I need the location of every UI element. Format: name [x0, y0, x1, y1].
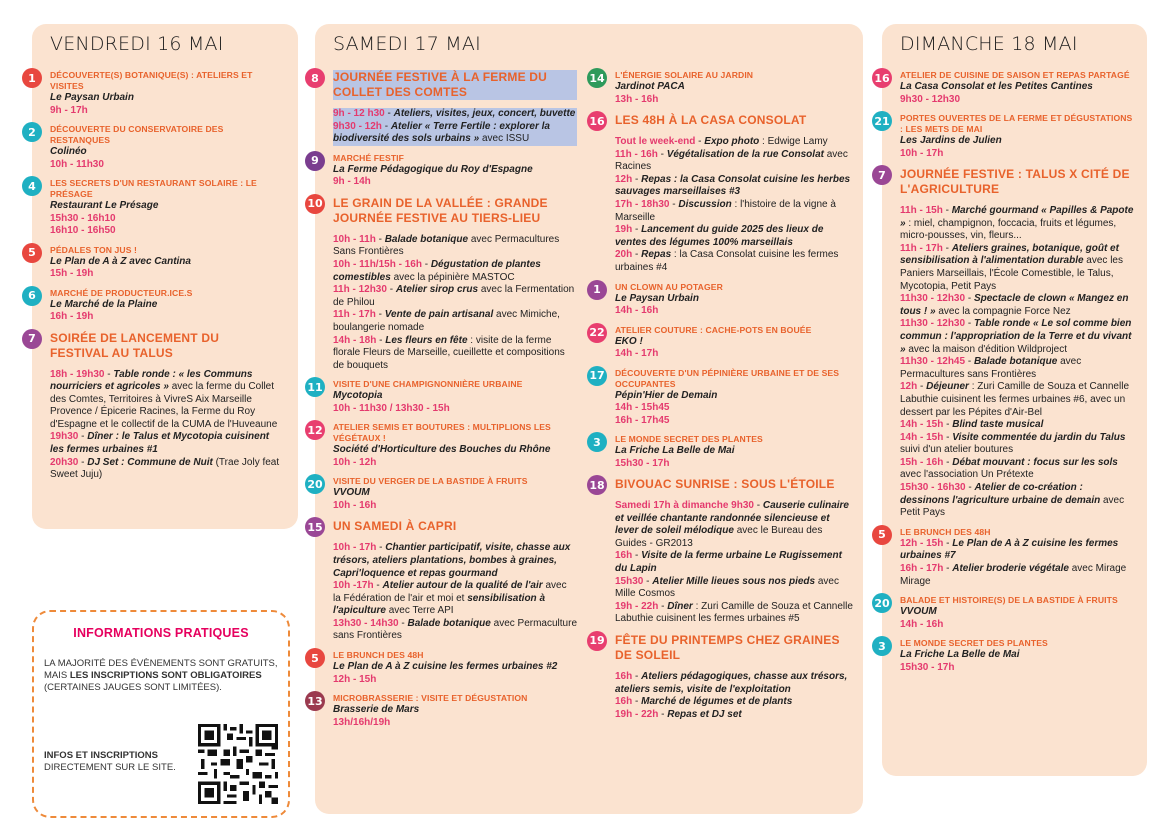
event-schedule: [333, 108, 577, 146]
event-sat-9: [311, 152, 577, 189]
event-hours: 9h30 - 12h30: [900, 93, 961, 105]
event-sat-13: [307, 693, 577, 729]
day-title-saturday: SAMEDI 17 MAI: [333, 33, 481, 55]
schedule-line: 18h - 19h30 - Table ronde : « les Communs nourriciers et agricoles » avec la ferme du Collet des Comtes, Territoires à VivreS Aix Marseille Provence / Épicerie Racines, la Ferme du Roy d'Espagne et le collectif de la CUMA de l'Huveaune: [50, 368, 278, 430]
schedule-line: 11h30 - 12h30 - Table ronde « Le sol comme bien commun : l'appropriation de la Terre et du vivant » avec la maison d'édition Wildproject: [900, 318, 1132, 355]
event-hours: 15h30 - 17h: [900, 661, 955, 673]
event-title: DÉCOUVERTE(S) BOTANIQUE(S) : ATELIERS ET VISITES: [50, 70, 253, 91]
schedule-line: 15h - 16h - Débat mouvant : focus sur les sols avec l'association Un Prétexte: [900, 456, 1118, 481]
schedule-line: 10h - 17h - Chantier participatif, visite, chasse aux trésors, ateliers plantations, bombes à graines, Capri'loquence et repas gourmand: [333, 542, 571, 579]
event-title: DÉCOUVERTE DU CONSERVATOIRE DES RESTANQUES: [50, 124, 224, 145]
event-number-badge: 19: [587, 631, 607, 651]
event-number-badge: 10: [305, 194, 325, 214]
event-schedule: [615, 500, 855, 626]
event-sat-14: [589, 70, 855, 106]
event-sat-15: [307, 519, 578, 643]
event-schedule: [900, 205, 1134, 520]
event-number-badge: 21: [872, 111, 892, 131]
event-organizer: La Friche La Belle de Mai: [615, 445, 735, 457]
event-title: MARCHÉ FESTIF: [333, 152, 405, 163]
event-sun-5: [878, 526, 1134, 588]
event-hours: 15h - 19h: [50, 268, 94, 279]
event-organizer: Le Plan de A à Z cuisine les fermes urbaines #2: [333, 661, 558, 673]
event-fri-5: [28, 244, 280, 281]
event-hours: 15h30 - 16h10: [50, 212, 116, 224]
event-organizer: Le Paysan Urbain: [50, 92, 134, 103]
schedule-line: Samedi 17h à dimanche 9h30 - Causerie culinaire et veillée chantante randonnée silencieuse et lever de soleil mélodique avec le Bureau des Guides - GR2013: [615, 500, 849, 549]
event-sat-11: [307, 379, 577, 415]
event-sat-19: [589, 632, 855, 721]
event-title: LE MONDE SECRET DES PLANTES: [615, 434, 763, 445]
day-title-friday: VENDREDI 16 MAI: [50, 33, 224, 55]
event-organizer: Colinéo: [50, 146, 87, 157]
event-hours: 12h - 15h: [333, 673, 377, 685]
event-fri-4: [28, 178, 280, 238]
qr-code-icon[interactable]: [198, 724, 278, 804]
event-sat-20: [307, 476, 577, 512]
schedule-line: 15h30 - 16h30 - Atelier de co-création : dessinons l'agriculture urbaine de demain avec Petit Pays: [900, 482, 1125, 519]
schedule-line: 12h - 15h - Le Plan de A à Z cuisine les fermes urbaines #7: [900, 537, 1119, 562]
event-title: LE MONDE SECRET DES PLANTES: [900, 638, 1048, 649]
event-organizer: EKO !: [615, 335, 643, 347]
info-text: LA MAJORITÉ DES ÉVÈNEMENTS SONT GRATUITS, MAIS LES INSCRIPTIONS SONT OBLIGATOIRES (CERTAINES JAUGES SONT LIMITÉES).: [44, 658, 278, 693]
event-hours: 16h10 - 16h50: [50, 225, 116, 236]
info-registration-text: INFOS ET INSCRIPTIONS DIRECTEMENT SUR LE SITE.: [44, 750, 176, 773]
practical-info-box: [32, 610, 290, 818]
schedule-line: 19h - 22h - Repas et DJ set: [615, 708, 742, 720]
event-hours: 16h - 19h: [50, 311, 94, 322]
saturday-right-events: [589, 70, 855, 728]
event-organizer: VVOUM: [333, 487, 370, 499]
event-sun-21: [874, 113, 1134, 160]
event-hours: 10h - 12h: [333, 456, 377, 468]
event-title: JOURNÉE FESTIVE : TALUS X CITÉ DE L'AGRICULTURE: [900, 167, 1130, 196]
event-number-badge: 11: [305, 377, 325, 397]
event-number-badge: 5: [872, 525, 892, 545]
event-number-badge: 12: [305, 420, 325, 440]
schedule-line: 9h - 12 h30 - Ateliers, visites, jeux, concert, buvette: [333, 108, 576, 119]
event-fri-7: [28, 330, 280, 482]
event-fri-6: [28, 287, 280, 324]
event-organizer: La Casa Consolat et les Petites Cantines: [900, 81, 1093, 92]
event-title: PÉDALES TON JUS !: [50, 244, 138, 255]
schedule-line: 13h30 - 14h30 - Balade botanique avec Permaculture sans Frontières: [333, 617, 578, 642]
event-sun-3: [878, 638, 1134, 674]
event-hours: 10h - 11h30 / 13h30 - 15h: [333, 402, 450, 414]
schedule-line: 15h30 - Atelier Mille lieues sous nos pieds avec Mille Cosmos: [615, 575, 839, 600]
event-title: L'ÉNERGIE SOLAIRE AU JARDIN: [615, 70, 754, 80]
event-hours: 10h - 11h30: [50, 158, 104, 170]
event-title: FÊTE DU PRINTEMPS CHEZ GRAINES DE SOLEIL: [615, 632, 840, 662]
event-number-badge: 7: [22, 329, 42, 349]
column-friday: [28, 24, 298, 529]
event-number-badge: 8: [305, 68, 325, 88]
event-title: LE GRAIN DE LA VALLÉE : GRANDE JOURNÉE FESTIVE AU TIERS-LIEU: [333, 195, 548, 225]
event-number-badge: 16: [587, 111, 607, 131]
event-sat-12: [307, 422, 577, 469]
event-organizer: Le Marché de la Plaine: [50, 298, 158, 310]
event-number-badge: 16: [872, 68, 892, 88]
event-hours: 14h - 16h: [900, 618, 944, 630]
schedule-line: 19h - 22h - Dîner : Zuri Camille de Souza et Cannelle Labuthie cuisinent les fermes urbaines #5: [615, 600, 853, 625]
event-title: LE BRUNCH DES 48H: [900, 526, 991, 537]
friday-events: [28, 70, 280, 489]
schedule-line: 11h - 12h30 - Atelier sirop crus avec la Fermentation de Philou: [333, 284, 575, 308]
event-schedule: [900, 538, 1134, 588]
column-saturday: [307, 24, 863, 814]
event-organizer: Société d'Horticulture des Bouches du Rhône: [333, 444, 551, 456]
event-number-badge: 20: [305, 474, 325, 494]
event-organizer: La Ferme Pédagogique du Roy d'Espagne: [333, 163, 533, 175]
saturday-left-events: [307, 70, 578, 736]
event-title: BALADE ET HISTOIRE(S) DE LA BASTIDE À FRUITS: [900, 595, 1118, 606]
schedule-line: 14h - 18h - Les fleurs en fête : visite de la ferme florale Fleurs de Marseille, cueillette et compositions de bouquets: [333, 334, 565, 371]
event-hours: 13h - 16h: [615, 93, 659, 105]
event-schedule: [615, 671, 855, 721]
event-organizer: Les Jardins de Julien: [900, 135, 1002, 146]
event-organizer: Le Paysan Urbain: [615, 292, 699, 304]
event-sat-3: [593, 434, 855, 470]
schedule-line: 20h30 - DJ Set : Commune de Nuit (Trae Joly feat Sweet Juju): [50, 456, 280, 481]
event-number-badge: 2: [22, 122, 42, 142]
event-number-badge: 14: [587, 68, 607, 88]
event-title: ATELIER DE CUISINE DE SAISON ET REPAS PARTAGÉ: [900, 70, 1130, 80]
event-sat-22: [589, 324, 855, 361]
schedule-line: 11h - 15h - Marché gourmand « Papilles & Papote » : miel, champignon, foccacia, fruits et légumes, micro-pousses, vin, fleurs...: [900, 205, 1134, 242]
event-hours: 14h - 16h: [615, 305, 659, 317]
schedule-line: 16h - Visite de la ferme urbaine Le Rugissement du Lapin: [615, 550, 842, 574]
event-hours: 14h - 15h45: [615, 402, 670, 414]
schedule-line: 11h - 16h - Végétalisation de la rue Consolat avec Racines: [615, 148, 848, 173]
event-sun-20: [874, 595, 1134, 631]
event-organizer: Le Plan de A à Z avec Cantina: [50, 255, 191, 267]
event-hours: 15h30 - 17h: [615, 457, 670, 469]
event-number-badge: 9: [305, 151, 325, 171]
event-number-badge: 18: [587, 475, 607, 495]
event-fri-2: [28, 124, 280, 171]
schedule-line: 11h - 17h - Ateliers graines, botanique, goût et sensibilisation à l'alimentation durable avec les Paniers Marseillais, l'École Comestible, le Talus, Mycotopia, Petit Pays: [900, 242, 1123, 292]
schedule-line: 16h - 17h - Atelier broderie végétale avec Mirage Mirage: [900, 563, 1127, 587]
event-hours: 10h - 16h: [333, 499, 377, 511]
sunday-events: [874, 70, 1134, 681]
event-number-badge: 5: [22, 243, 42, 263]
event-schedule: [333, 542, 577, 643]
event-schedule: [615, 136, 855, 275]
event-sun-7: [878, 167, 1134, 520]
event-hours: 10h - 17h: [900, 147, 944, 159]
event-title: LES SECRETS D'UN RESTAURANT SOLAIRE : LE PRÉSAGE: [50, 178, 257, 199]
schedule-line: 16h - Marché de légumes et de plants: [615, 696, 793, 708]
event-hours: 16h - 17h45: [615, 414, 670, 426]
event-title: MARCHÉ DE PRODUCTEUR.ICE.S: [50, 287, 193, 298]
schedule-line: 14h - 15h - Visite commentée du jardin du Talus suivi d'un atelier boutures: [900, 431, 1126, 456]
event-title: LES 48H À LA CASA CONSOLAT: [615, 113, 807, 127]
schedule-line: 10h - 11h/15h - 16h - Dégustation de plantes comestibles avec la pépinière MASTOC: [333, 258, 541, 283]
schedule-line: 12h - Repas : la Casa Consolat cuisine les herbes sauvages marseillaises #3: [615, 173, 851, 198]
event-fri-1: [28, 70, 280, 117]
event-number-badge: 20: [872, 593, 892, 613]
event-organizer: La Friche La Belle de Mai: [900, 649, 1020, 661]
event-title: SOIRÉE DE LANCEMENT DU FESTIVAL AU TALUS: [50, 330, 220, 360]
event-number-badge: 15: [305, 517, 325, 537]
event-title: ATELIER COUTURE : CACHE-POTS EN BOUÉE: [615, 324, 812, 335]
schedule-line: 19h - Lancement du guide 2025 des lieux de ventes des légumes 100% marseillais: [615, 224, 824, 248]
event-number-badge: 17: [587, 366, 607, 386]
event-number-badge: 22: [587, 323, 607, 343]
event-title: JOURNÉE FESTIVE À LA FERME DU COLLET DES COMTES: [333, 70, 577, 100]
event-title: VISITE D'UNE CHAMPIGNONNIÈRE URBAINE: [333, 379, 523, 390]
event-hours: 9h - 17h: [50, 104, 88, 116]
schedule-line: 10h -17h - Atelier autour de la qualité de l'air avec la Fédération de l'air et moi et sensibilisation à l'apiculture avec Terre API: [333, 580, 567, 617]
event-hours: 13h/16h/19h: [333, 716, 391, 728]
event-number-badge: 13: [305, 691, 325, 711]
event-sat-10: [307, 195, 577, 373]
event-organizer: Brasserie de Mars: [333, 704, 420, 716]
event-title: PORTES OUVERTES DE LA FERME ET DÉGUSTATIONS : LES METS DE MAI: [900, 113, 1133, 134]
event-number-badge: 4: [22, 176, 42, 196]
event-organizer: VVOUM: [900, 606, 937, 618]
event-sat-5: [311, 650, 577, 686]
event-title: MICROBRASSERIE : VISITE ET DÉGUSTATION: [333, 693, 528, 704]
schedule-line: 9h30 - 12h - Atelier « Terre Fertile : explorer la biodiversité des sols urbains » avec ISSU: [333, 121, 577, 146]
event-sat-8: [311, 70, 577, 146]
event-number-badge: 5: [305, 648, 325, 668]
event-number-badge: 1: [587, 280, 607, 300]
schedule-line: Tout le week-end - Expo photo : Edwige Lamy: [615, 136, 828, 147]
event-organizer: Jardinot PACA: [615, 81, 685, 92]
event-title: VISITE DU VERGER DE LA BASTIDE À FRUITS: [333, 476, 528, 487]
schedule-line: 16h - Ateliers pédagogiques, chasse aux trésors, ateliers semis, visite de l'exploitation: [615, 670, 848, 695]
event-sat-16: [589, 113, 855, 275]
info-title: INFORMATIONS PRATIQUES: [73, 626, 249, 640]
schedule-line: 20h - Repas : la Casa Consolat cuisine les fermes urbaines #4: [615, 249, 839, 273]
event-organizer: Restaurant Le Présage: [50, 200, 159, 211]
event-schedule: [50, 369, 280, 482]
event-organizer: Mycotopia: [333, 390, 383, 402]
event-title: BIVOUAC SUNRISE : SOUS L'ÉTOILE: [615, 477, 835, 492]
schedule-line: 11h - 17h - Vente de pain artisanal avec Mimiche, boulangerie nomade: [333, 309, 560, 333]
day-title-sunday: DIMANCHE 18 MAI: [900, 33, 1078, 55]
schedule-line: 11h30 - 12h45 - Balade botanique avec Permacultures sans Frontières: [900, 356, 1082, 380]
event-organizer: Pépin'Hier de Demain: [615, 389, 718, 401]
event-number-badge: 6: [22, 286, 42, 306]
event-sat-1: [593, 281, 855, 318]
schedule-line: 12h - Déjeuner : Zuri Camille de Souza et Cannelle Labuthie cuisinent les fermes urbaines #6, avec un dessert par les Pépites d'Air-Bel: [900, 381, 1129, 418]
event-schedule: [333, 234, 577, 373]
event-title: DÉCOUVERTE D'UN PÉPINIÈRE URBAINE ET DE SES OCCUPANTES: [615, 367, 840, 389]
event-title: UN SAMEDI À CAPRI: [333, 519, 457, 534]
event-number-badge: 7: [872, 165, 892, 185]
schedule-line: 19h30 - Dîner : le Talus et Mycotopia cuisinent les fermes urbaines #1: [50, 431, 270, 456]
event-sun-16: [874, 70, 1134, 106]
schedule-line: 14h - 15h - Blind taste musical: [900, 419, 1044, 431]
event-title: LE BRUNCH DES 48H: [333, 650, 424, 661]
event-hours: 9h - 14h: [333, 176, 371, 188]
event-sat-18: [589, 477, 855, 626]
schedule-line: 10h - 11h - Balade botanique avec Permacultures Sans Frontières: [333, 233, 560, 258]
event-title: UN CLOWN AU POTAGER: [615, 281, 723, 292]
event-number-badge: 1: [22, 68, 42, 88]
event-sat-17: [589, 367, 855, 428]
event-hours: 14h - 17h: [615, 348, 659, 360]
schedule-line: 17h - 18h30 - Discussion : l'histoire de la vigne à Marseille: [615, 198, 836, 223]
event-number-badge: 3: [872, 636, 892, 656]
event-number-badge: 3: [587, 432, 607, 452]
event-title: ATELIER SEMIS ET BOUTURES : MULTIPLIONS LES VÉGÉTAUX !: [333, 422, 551, 444]
schedule-line: 11h30 - 12h30 - Spectacle de clown « Mangez en tous ! » avec la compagnie Force Nez: [900, 293, 1129, 317]
column-sunday: [874, 24, 1147, 776]
